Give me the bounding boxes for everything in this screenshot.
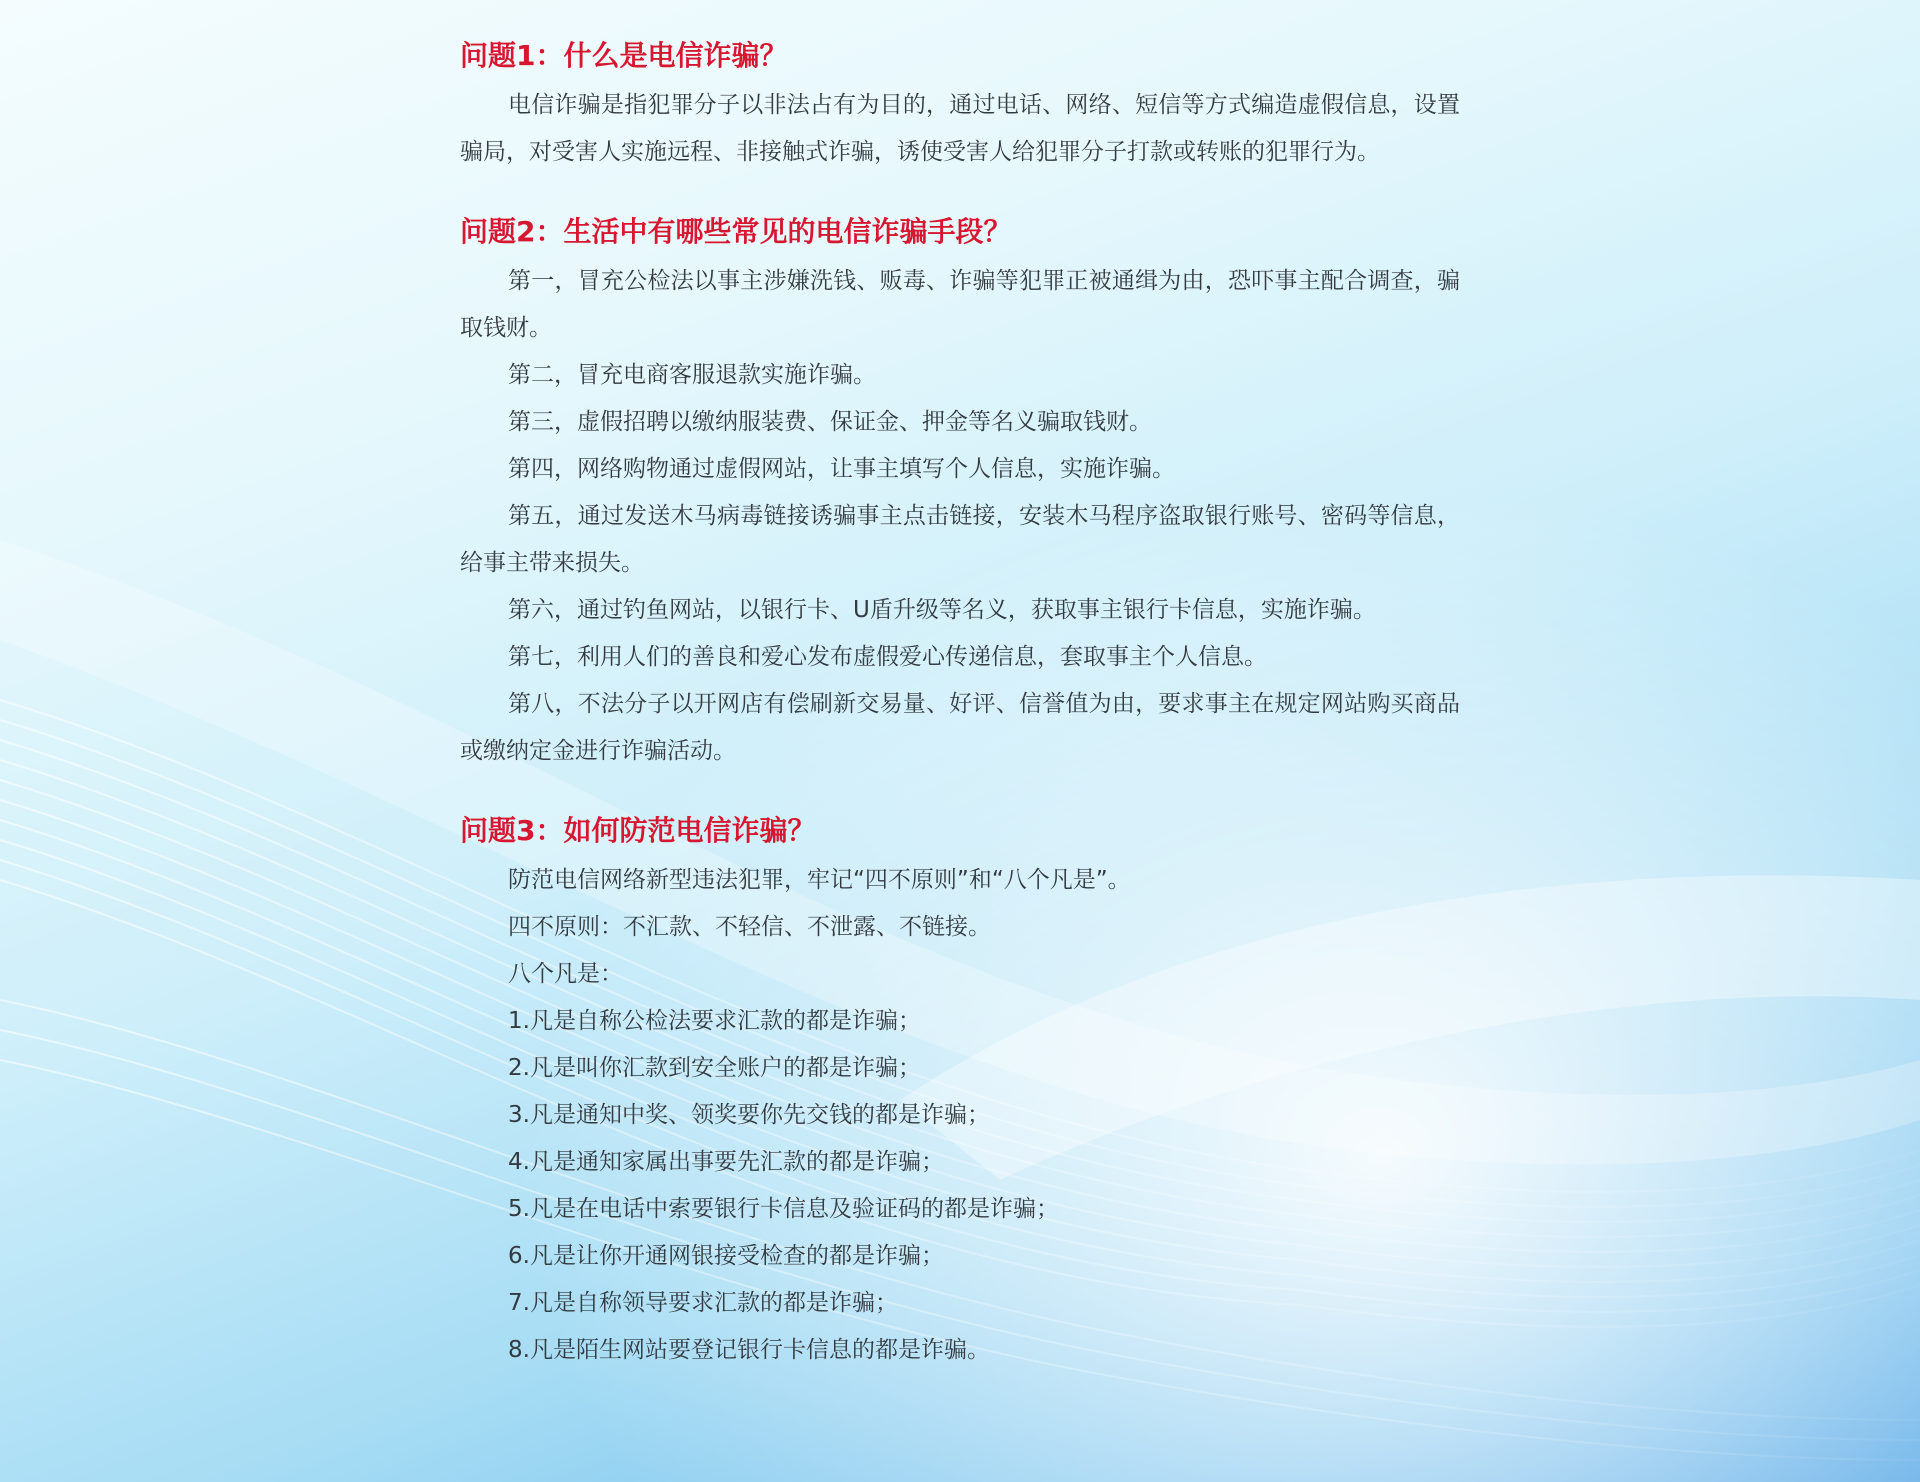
rule-item-5: 5.凡是在电话中索要银行卡信息及验证码的都是诈骗； — [508, 1196, 1059, 1222]
rule-item-6: 6.凡是让你开通网银接受检查的都是诈骗； — [508, 1243, 944, 1269]
question-3-title: 问题3：如何防范电信诈骗？ — [460, 814, 816, 847]
article — [460, 36, 1460, 1374]
rule-item-8: 8.凡是陌生网站要登记银行卡信息的都是诈骗。 — [508, 1337, 990, 1363]
question-2-title: 问题2：生活中有哪些常见的电信诈骗手段？ — [460, 215, 1012, 248]
rule-item-3: 3.凡是通知中奖、领奖要你先交钱的都是诈骗； — [508, 1102, 990, 1128]
prevention-intro: 防范电信网络新型违法犯罪，牢记“四不原则”和“八个凡是”。 — [508, 867, 1131, 893]
fraud-method-5: 第五，通过发送木马病毒链接诱骗事主点击链接，安装木马程序盗取银行账号、密码等信息，给事主带来损失。 — [460, 503, 1460, 576]
fraud-method-8: 第八，不法分子以开网店有偿刷新交易量、好评、信誉值为由，要求事主在规定网站购买商品或缴纳定金进行诈骗活动。 — [460, 691, 1460, 764]
rule-item-7: 7.凡是自称领导要求汇款的都是诈骗； — [508, 1290, 898, 1316]
eight-rules-heading: 八个凡是： — [508, 961, 623, 987]
fraud-method-2: 第二，冒充电商客服退款实施诈骗。 — [508, 362, 876, 388]
section-question-1 — [460, 36, 1460, 176]
fraud-method-1: 第一，冒充公检法以事主涉嫌洗钱、贩毒、诈骗等犯罪正被通缉为由，恐吓事主配合调查，骗取钱财。 — [460, 268, 1460, 341]
rule-item-4: 4.凡是通知家属出事要先汇款的都是诈骗； — [508, 1149, 944, 1175]
fraud-method-6: 第六，通过钓鱼网站，以银行卡、U盾升级等名义，获取事主银行卡信息，实施诈骗。 — [508, 597, 1376, 623]
section-question-3 — [460, 811, 1460, 1374]
fraud-method-3: 第三，虚假招聘以缴纳服装费、保证金、押金等名义骗取钱财。 — [508, 409, 1152, 435]
fraud-method-4: 第四，网络购物通过虚假网站，让事主填写个人信息，实施诈骗。 — [508, 456, 1175, 482]
section-question-2 — [460, 212, 1460, 775]
question-1-title: 问题1：什么是电信诈骗？ — [460, 39, 788, 72]
rule-item-2: 2.凡是叫你汇款到安全账户的都是诈骗； — [508, 1055, 921, 1081]
fraud-method-7: 第七，利用人们的善良和爱心发布虚假爱心传递信息，套取事主个人信息。 — [508, 644, 1267, 670]
four-principles: 四不原则：不汇款、不轻信、不泄露、不链接。 — [508, 914, 991, 940]
rule-item-1: 1.凡是自称公检法要求汇款的都是诈骗； — [508, 1008, 921, 1034]
question-1-paragraph: 电信诈骗是指犯罪分子以非法占有为目的，通过电话、网络、短信等方式编造虚假信息，设置骗局，对受害人实施远程、非接触式诈骗，诱使受害人给犯罪分子打款或转账的犯罪行为。 — [460, 92, 1460, 165]
